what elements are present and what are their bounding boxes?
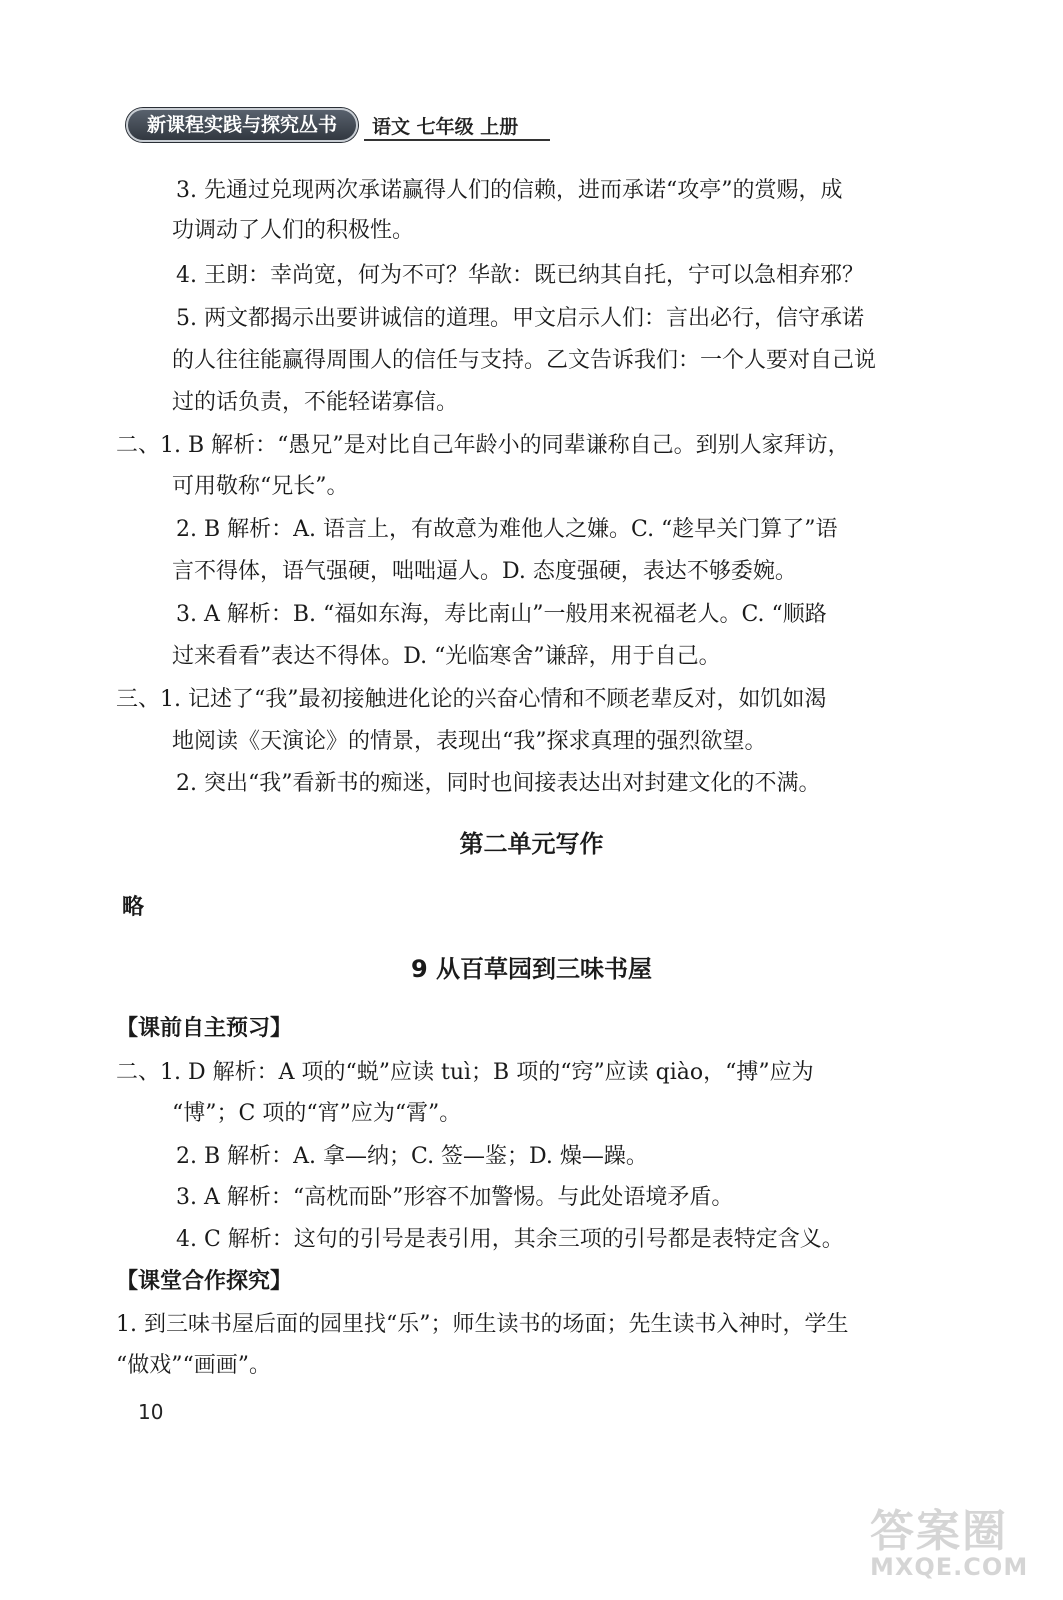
answer-line: 言不得体，语气强硬，咄咄逼人。D. 态度强硬，表达不够委婉。 — [172, 559, 797, 584]
book-info: 语文 七年级 上册 — [372, 116, 519, 138]
series-title-badge: 新课程实践与探究丛书 — [126, 108, 358, 142]
preview-section-title: 【课前自主预习】 — [116, 1016, 293, 1041]
writing-heading: 第二单元写作 — [459, 830, 604, 858]
header-rule — [364, 139, 550, 141]
answer-line: 二、1. B 解析：“愚兄”是对比自己年龄小的同辈谦称自己。到别人家拜访， — [116, 433, 850, 458]
answer-line: 1. 到三味书屋后面的园里找“乐”；师生读书的场面；先生读书入神时，学生 — [116, 1312, 849, 1337]
watermark-url: MXQE.COM — [870, 1553, 1029, 1581]
answer-line: 可用敬称“兄长”。 — [172, 474, 349, 499]
answer-line: 2. 突出“我”看新书的痴迷，同时也间接表达出对封建文化的不满。 — [176, 771, 821, 796]
answer-line: 三、1. 记述了“我”最初接触进化论的兴奋心情和不顾老辈反对，如饥如渴 — [116, 687, 827, 712]
answer-line: 过来看看”表达不得体。D. “光临寒舍”谦辞，用于自己。 — [172, 644, 721, 669]
answer-line: 4. 王朗：幸尚宽，何为不可？华歆：既已纳其自托，宁可以急相弃邪？ — [176, 263, 864, 288]
answer-line: 3. A 解析：“高枕而卧”形容不加警惕。与此处语境矛盾。 — [176, 1185, 734, 1210]
answer-line: 二、1. D 解析：A 项的“蜕”应读 tuì；B 项的“窍”应读 qiào，“搏”应为 — [116, 1060, 814, 1085]
lesson-heading: 9 从百草园到三味书屋 — [410, 955, 653, 983]
answer-line: 的人往往能赢得周围人的信任与支持。乙文告诉我们：一个人要对自己说 — [172, 348, 877, 373]
page-number: 10 — [138, 1400, 164, 1424]
watermark-logo: 答案圈 — [870, 1506, 1008, 1557]
answer-line: 3. 先通过兑现两次承诺赢得人们的信赖，进而承诺“攻亭”的赏赐，成 — [176, 178, 843, 203]
answer-line: 4. C 解析：这句的引号是表引用，其余三项的引号都是表特定含义。 — [176, 1227, 844, 1252]
answer-line: “做戏”“画画”。 — [116, 1353, 271, 1378]
answer-line: 功调动了人们的积极性。 — [172, 218, 415, 243]
answer-line: 5. 两文都揭示出要讲诚信的道理。甲文启示人们：言出必行，信守承诺 — [176, 306, 864, 331]
answer-line: 2. B 解析：A. 语言上，有故意为难他人之嫌。C. “趁早关门算了”语 — [176, 517, 838, 542]
watermark — [870, 1495, 1050, 1595]
explore-section-title: 【课堂合作探究】 — [116, 1269, 293, 1294]
answer-line: “博”；C 项的“宵”应为“霄”。 — [172, 1101, 462, 1126]
answer-line: 3. A 解析：B. “福如东海，寿比南山”一般用来祝福老人。C. “顺路 — [176, 602, 827, 627]
answer-line: 2. B 解析：A. 拿—纳；C. 签—鉴；D. 燥—躁。 — [176, 1144, 648, 1169]
answer-line: 地阅读《天演论》的情景，表现出“我”探求真理的强烈欲望。 — [172, 729, 767, 754]
writing-answer: 略 — [122, 895, 145, 920]
answer-line: 过的话负责，不能轻诺寡信。 — [172, 390, 459, 415]
